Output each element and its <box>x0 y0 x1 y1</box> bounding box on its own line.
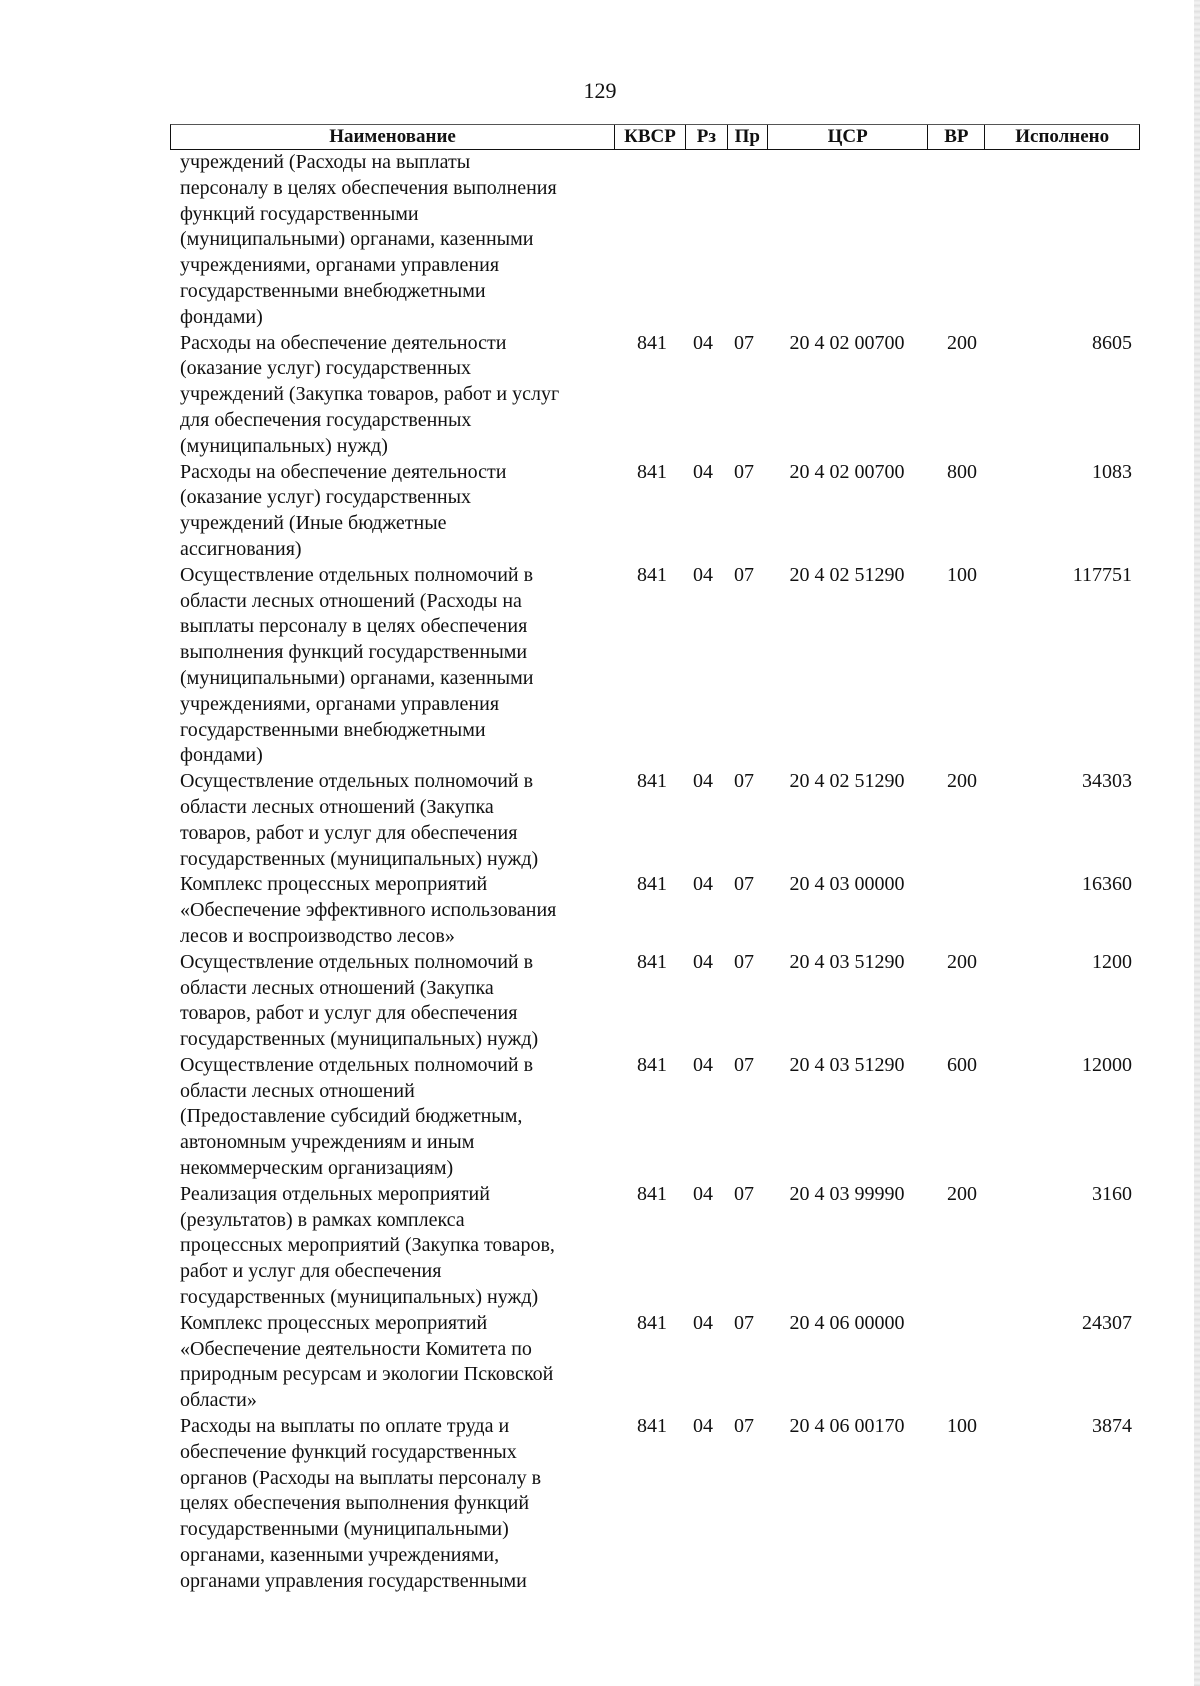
row-isp: 16360 <box>1082 873 1132 896</box>
table-row <box>180 769 1140 872</box>
row-kvsr: 841 <box>637 1415 667 1438</box>
row-csr: 20 4 02 00700 <box>789 460 905 483</box>
row-pr: 07 <box>734 873 754 896</box>
row-csr: 20 4 03 99990 <box>789 1182 905 1205</box>
row-name: Реализация отдельных мероприятий (результатов) в рамках комплекса процессных мероприятий (Закупка товаров, работ и услуг для обеспечения государственных (муниципальных) нужд) <box>180 1182 555 1309</box>
row-kvsr: 841 <box>637 950 667 973</box>
header-name: Наименование <box>329 126 456 147</box>
row-vr: 800 <box>947 460 977 483</box>
row-pr: 07 <box>734 1311 754 1334</box>
table-row <box>180 872 1140 949</box>
scan-edge-artifact <box>1194 0 1200 1686</box>
row-isp: 8605 <box>1092 331 1132 354</box>
table-body <box>180 150 1140 1595</box>
table-row <box>180 1053 1140 1182</box>
row-vr: 200 <box>947 331 977 354</box>
row-rz: 04 <box>693 563 713 586</box>
row-vr: 200 <box>947 950 977 973</box>
row-name: Расходы на обеспечение деятельности (оказание услуг) государственных учреждений (Иные бюджетные ассигнования) <box>180 460 507 560</box>
row-kvsr: 841 <box>637 460 667 483</box>
row-isp: 117751 <box>1072 563 1132 586</box>
row-name: Расходы на обеспечение деятельности (оказание услуг) государственных учреждений (Закупка товаров, работ и услуг для обеспечения государственных (муниципальных) нужд) <box>180 331 560 457</box>
row-csr: 20 4 03 51290 <box>789 1053 905 1076</box>
row-pr: 07 <box>734 1053 754 1076</box>
row-kvsr: 841 <box>637 563 667 586</box>
row-name: Осуществление отдельных полномочий в области лесных отношений (Расходы на выплаты персоналу в целях обеспечения выполнения функций государственными (муниципальными) органами, казенными учреждениями, органами управления государственными внебюджетными фондами) <box>180 563 534 767</box>
row-pr: 07 <box>734 1182 754 1205</box>
row-pr: 07 <box>734 331 754 354</box>
header-vr: ВР <box>927 125 984 149</box>
row-isp: 12000 <box>1082 1053 1132 1076</box>
row-kvsr: 841 <box>637 1053 667 1076</box>
row-kvsr: 841 <box>637 770 667 793</box>
row-csr: 20 4 02 51290 <box>789 770 905 793</box>
table-row <box>180 563 1140 769</box>
row-name: Осуществление отдельных полномочий в области лесных отношений (Предоставление субсидий бюджетным, автономным учреждениям и иным некоммерческим организациям) <box>180 1053 534 1180</box>
table-row <box>180 460 1140 563</box>
header-kvsr: КВСР <box>614 125 685 149</box>
row-csr: 20 4 03 00000 <box>789 873 905 896</box>
row-csr: 20 4 06 00000 <box>789 1311 905 1334</box>
row-rz: 04 <box>693 1311 713 1334</box>
row-pr: 07 <box>734 460 754 483</box>
row-isp: 24307 <box>1082 1311 1132 1334</box>
header-rz: Рз <box>685 125 727 149</box>
row-rz: 04 <box>693 1182 713 1205</box>
row-kvsr: 841 <box>637 331 667 354</box>
row-name: Комплекс процессных мероприятий «Обеспечение эффективного использования лесов и воспроизводство лесов» <box>180 873 557 947</box>
row-isp: 3874 <box>1092 1415 1132 1438</box>
row-rz: 04 <box>693 770 713 793</box>
table-header <box>170 124 1140 150</box>
row-vr: 200 <box>947 1182 977 1205</box>
row-csr: 20 4 02 51290 <box>789 563 905 586</box>
row-csr: 20 4 06 00170 <box>789 1415 905 1438</box>
row-rz: 04 <box>693 460 713 483</box>
row-rz: 04 <box>693 331 713 354</box>
row-vr: 100 <box>947 563 977 586</box>
table-row <box>180 1182 1140 1311</box>
row-name: Комплекс процессных мероприятий «Обеспечение деятельности Комитета по природным ресурсам и экологии Псковской области» <box>180 1311 554 1412</box>
row-csr: 20 4 02 00700 <box>789 331 905 354</box>
header-isp: Исполнено <box>984 125 1139 149</box>
table-row <box>180 1311 1140 1414</box>
table-row <box>180 950 1140 1053</box>
row-rz: 04 <box>693 1053 713 1076</box>
row-pr: 07 <box>734 770 754 793</box>
table-row <box>180 1414 1140 1595</box>
row-csr: 20 4 03 51290 <box>789 950 905 973</box>
row-kvsr: 841 <box>637 1311 667 1334</box>
row-kvsr: 841 <box>637 873 667 896</box>
row-rz: 04 <box>693 873 713 896</box>
row-vr: 600 <box>947 1053 977 1076</box>
row-name: учреждений (Расходы на выплаты персоналу в целях обеспечения выполнения функций государственными (муниципальными) органами, казенными учреждениями, органами управления государственными внебюджетными фондами) <box>180 151 557 328</box>
row-pr: 07 <box>734 950 754 973</box>
row-rz: 04 <box>693 950 713 973</box>
row-name: Расходы на выплаты по оплате труда и обеспечение функций государственных органов (Расходы на выплаты персоналу в целях обеспечения выполнения функций государственными (муниципальными) органами, казенными учреждениями, органами управления государственными <box>180 1415 542 1592</box>
row-vr: 100 <box>947 1415 977 1438</box>
row-rz: 04 <box>693 1415 713 1438</box>
table-row <box>180 150 1140 331</box>
row-isp: 34303 <box>1082 770 1132 793</box>
row-pr: 07 <box>734 1415 754 1438</box>
header-csr: ЦСР <box>767 125 928 149</box>
row-vr: 200 <box>947 770 977 793</box>
row-isp: 1200 <box>1092 950 1132 973</box>
header-pr: Пр <box>727 125 767 149</box>
row-isp: 1083 <box>1092 460 1132 483</box>
row-pr: 07 <box>734 563 754 586</box>
row-name: Осуществление отдельных полномочий в области лесных отношений (Закупка товаров, работ и услуг для обеспечения государственных (муниципальных) нужд) <box>180 950 539 1051</box>
page-number: 129 <box>583 78 617 103</box>
table-row <box>180 331 1140 460</box>
row-name: Осуществление отдельных полномочий в области лесных отношений (Закупка товаров, работ и услуг для обеспечения государственных (муниципальных) нужд) <box>180 770 539 870</box>
row-kvsr: 841 <box>637 1182 667 1205</box>
row-isp: 3160 <box>1092 1182 1132 1205</box>
